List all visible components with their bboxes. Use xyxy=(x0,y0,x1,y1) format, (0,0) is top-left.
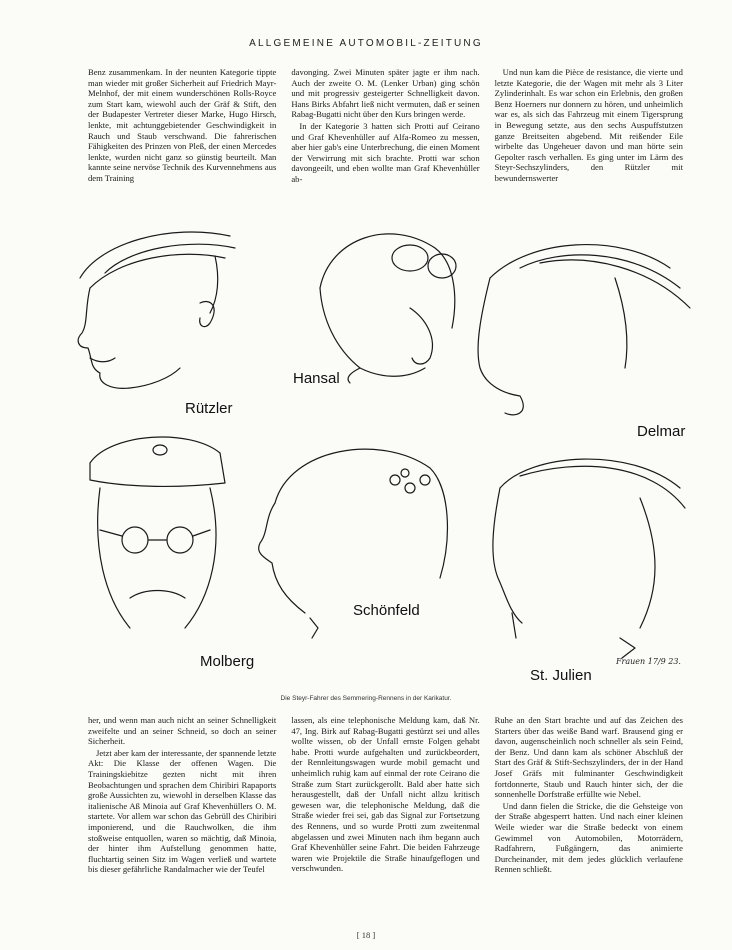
paragraph: Benz zusammenkam. In der neunten Kategorie tippte man wieder mit großer Sicherheit auf Friedrich Mayr-Melnhof, der mit einem wunderschönen Rolls-Royce zum Start kam, wiewohl auch der Gräf & Stift, den der Budapester Vertreter dieser Marke, Hugo Hirsch, lenkte, mit achtunggebietender Geschwindigkeit in Rauch und Staub verschwand. Die fahrerischen Fähigkeiten des Prinzen von Pleß, der einen Mercedes lenkte, wurden nicht ganz so günstig beurteilt. Man kannte seine nervöse Technik des Kurvennehmens aus dem Training xyxy=(88,67,277,183)
page-number: [ 18 ] xyxy=(356,930,376,940)
name-schoenfeld: Schönfeld xyxy=(353,602,420,619)
sketch-st-julien xyxy=(493,459,685,658)
name-st-julien: St. Julien xyxy=(530,667,592,684)
bottom-text-columns xyxy=(88,715,683,876)
paragraph: davonging. Zwei Minuten später jagte er ihm nach. Auch der zweite O. M. (Lenker Urban) ging schön und mit progressiv gesteigerter Schnelligkeit davon. Hans Birks Abfahrt ließ nicht vermuten, daß er seinen Rabag-Bugatti nicht über den Kurs bringen werde. xyxy=(291,67,480,120)
sketch-molberg xyxy=(90,437,225,628)
paragraph: her, und wenn man auch nicht an seiner Schnelligkeit zweifelte und an seiner Schneid, so doch an seiner Sicherheit. xyxy=(88,715,277,747)
name-hansal: Hansal xyxy=(293,370,340,387)
text-column-2 xyxy=(291,715,479,876)
artist-signature: Frauen 17/9 23. xyxy=(616,657,681,666)
name-molberg: Molberg xyxy=(200,653,255,670)
name-delmar: Delmar xyxy=(637,423,686,440)
sketch-ruetzler xyxy=(78,232,235,388)
text-column-1 xyxy=(88,715,276,876)
running-header: ALLGEMEINE AUTOMOBIL-ZEITUNG xyxy=(249,38,483,49)
figure-caption: Die Steyr-Fahrer des Semmering-Rennens in der Karikatur. xyxy=(280,695,452,702)
top-text-columns xyxy=(88,67,683,186)
name-ruetzler: Rützler xyxy=(185,400,233,417)
paragraph: In der Kategorie 3 hatten sich Protti auf Ceirano und Graf Khevenhüller auf Alfa-Romeo zu messen, aber hier gab's eine Unterbrechung, die einen Moment der Verwirrung mit sich brachte. Protti war schon davongeeilt, und eben wollte man Graf Khevenhüller ab- xyxy=(291,120,480,184)
text-column-3 xyxy=(495,67,683,186)
caricature-illustration xyxy=(60,218,720,693)
paragraph: Ruhe an den Start brachte und auf das Zeichen des Starters über das weiße Band warf. Brausend ging er davon, augenscheinlich noch schneller als sein Feind, der Benz. Und dann kam als schöner Abschluß der Start des Gräf & Stift-Sechszylinders, der in der Hand Josef Gräfs mit fulminanter Geschwindigkeit fortdonnerte, Staub und Rauch hinter sich, der die sonnenhelle Dorfstraße erfüllte wie Nebel. xyxy=(494,715,683,800)
text-column-2 xyxy=(291,67,479,186)
paragraph: Jetzt aber kam der interessante, der spannende letzte Akt: Die Klasse der offenen Wagen. Die Trainingskiebitze gezten nicht mit ihren Beobachtungen und sprachen dem Chiribiri Rapaports große Aussichten zu, wiewohl in derselben Klasse das italienische Aß Minoia auf Graf Khevenhüllers O. M. startete. Vor allem war schon das Gebrüll des Chiribiri imponierend, und die Rauchwolken, die ihm stoßweise entquollen, waren so mächtig, daß Minoia, der hinter ihm Aufstellung genommen hatte, fluchtartig seinen Sitz im Wagen verließ und wartete bis dieser gefährliche Randalmacher wie der Teufel xyxy=(88,747,277,875)
caricature-sketches xyxy=(60,218,720,693)
text-column-3 xyxy=(495,715,683,876)
sketch-delmar xyxy=(478,245,690,415)
paragraph: Und dann fielen die Stricke, die die Gehsteige von der Straße abgesperrt hatten. Und nach einer kleinen Weile wieder war die Straße bedeckt von einem Gewimmel von Automobilen, Motorrädern, Radfahrern, Fußgängern, das animierte Durcheinander, mit dem jedes glücklich verlaufene Rennen schließt. xyxy=(494,800,683,875)
paragraph: Und nun kam die Pièce de resistance, die vierte und letzte Kategorie, die der Wagen mit mehr als 3 Liter Zylinderinhalt. Es war schon ein Erlebnis, den großen Benz Hoerners nur donnern zu hören, und unheimlich war es, als sich das Fahrzeug mit einem Tigersprung in Bewegung setzte, aus den sechs Auspuffstutzen ganze Breitseiten abgebend. Mit reißender Eile wirbelte das Ungeheuer davon und man hörte sein Gepolter rasch verhallen. Es ging unter im Lärm des Steyr-Sechszylinders, den Rützler mit bewundernswerter xyxy=(494,67,683,183)
text-column-1 xyxy=(88,67,276,186)
sketch-hansal xyxy=(320,234,456,383)
paragraph: lassen, als eine telephonische Meldung kam, daß Nr. 47, Ing. Birk auf Rabag-Bugatti gestürzt sei und alles wollte wissen, ob der Unfall ernste Folgen gehabt habe. Protti wurde aufgehalten und zurückbeordert, der Rennleitungswagen wurde mobil gemacht und unheimlich ruhig kam auf einmal der rote Ceirano die Straße zum Start zurückgerollt. Bald aber hatte sich herausgestellt, daß der Unfall nicht allzu kritisch gewesen war, die telephonische Meldung, daß die Straße wieder frei sei, gab das Signal zur Fortsetzung des Rennens, und so wurde Protti zum zweitenmal abgelassen und zwei Minuten nach ihm begann auch Graf Khevenhüller seine Fahrt. Die beiden Fahrzeuge waren wie Projektile die Straße hinaufgeflogen und verschwunden. xyxy=(291,715,480,874)
